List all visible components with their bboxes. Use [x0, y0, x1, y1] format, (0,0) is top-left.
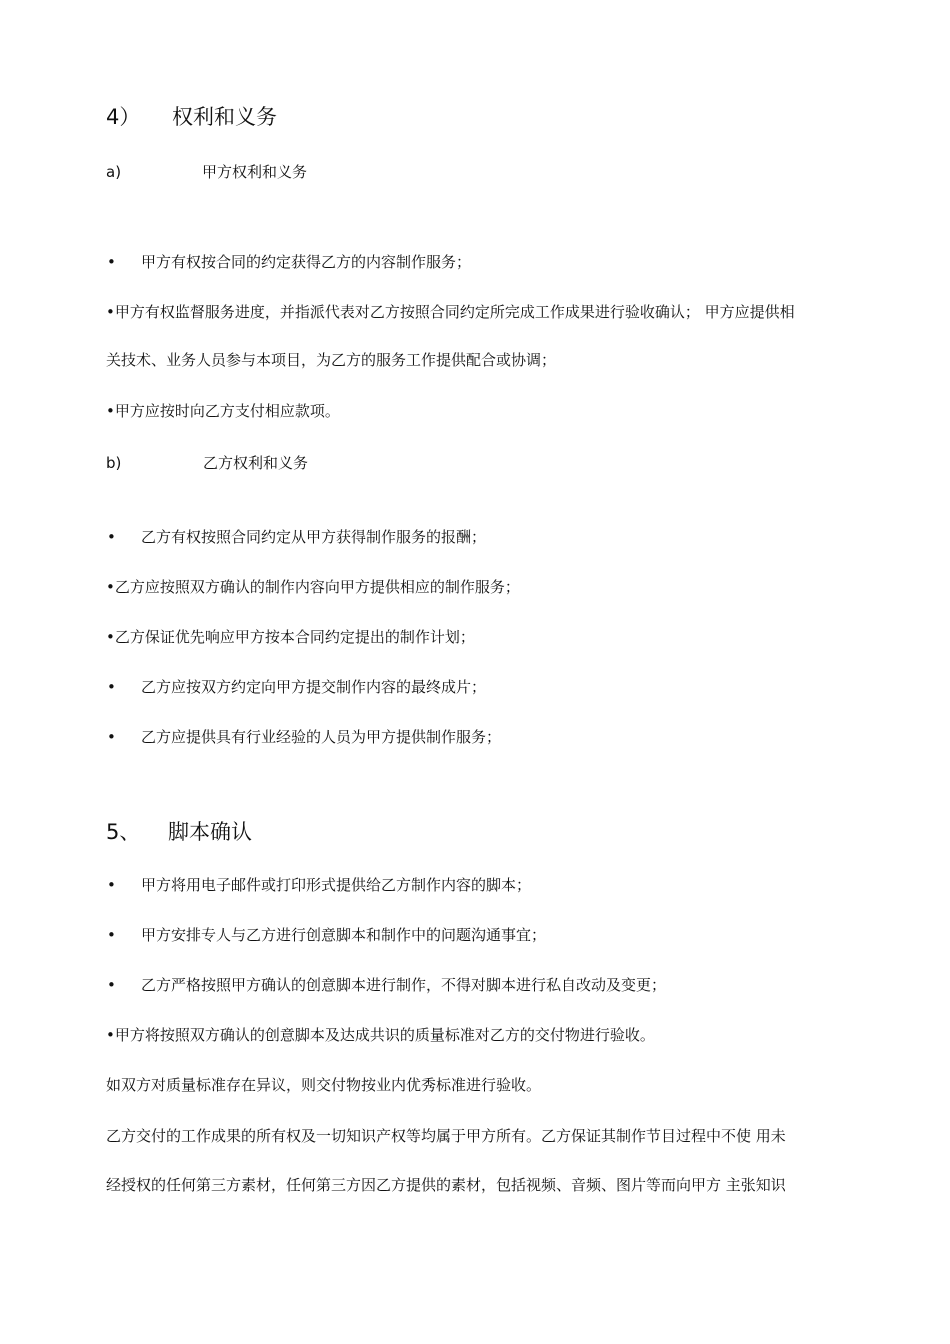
bullet-marker: •: [107, 876, 116, 894]
list-item: •乙方应按照双方确认的制作内容向甲方提供相应的制作服务；: [106, 578, 520, 596]
paragraph-continuation: 经授权的任何第三方素材，任何第三方因乙方提供的素材，包括视频、音频、图片等而向甲方 主张知识: [106, 1176, 786, 1194]
list-item: 甲方将用电子邮件或打印形式提供给乙方制作内容的脚本；: [141, 876, 532, 894]
paragraph: 乙方交付的工作成果的所有权及一切知识产权等均属于甲方所有。乙方保证其制作节目过程中不使 用未: [106, 1127, 786, 1145]
list-item: •甲方将按照双方确认的创意脚本及达成共识的质量标准对乙方的交付物进行验收。: [106, 1026, 655, 1044]
bullet-marker: •: [107, 926, 116, 944]
list-item: 乙方严格按照甲方确认的创意脚本进行制作，不得对脚本进行私自改动及变更；: [141, 976, 667, 994]
subsection-b-marker: b): [106, 454, 122, 472]
bullet-marker: •: [107, 728, 116, 746]
list-item-continuation: 关技术、业务人员参与本项目，为乙方的服务工作提供配合或协调；: [106, 351, 557, 369]
section-4-number: 4）: [106, 105, 141, 129]
section-4-title: 权利和义务: [172, 105, 277, 129]
subsection-b-title: 乙方权利和义务: [203, 454, 309, 472]
list-item: •乙方保证优先响应甲方按本合同约定提出的制作计划；: [106, 628, 475, 646]
section-5-number: 5、: [106, 820, 141, 844]
bullet-marker: •: [107, 528, 116, 546]
bullet-marker: •: [107, 678, 116, 696]
subsection-a-marker: a): [106, 163, 122, 181]
list-item: 乙方有权按照合同约定从甲方获得制作服务的报酬；: [141, 528, 487, 546]
subsection-a-title: 甲方权利和义务: [202, 163, 308, 181]
list-item: 甲方有权按合同的约定获得乙方的内容制作服务；: [141, 253, 472, 271]
section-5-title: 脚本确认: [168, 820, 252, 844]
paragraph: 如双方对质量标准存在异议，则交付物按业内优秀标准进行验收。: [106, 1076, 542, 1094]
bullet-marker: •: [107, 976, 116, 994]
list-item: 乙方应按双方约定向甲方提交制作内容的最终成片；: [141, 678, 487, 696]
bullet-marker: •: [107, 253, 116, 271]
list-item: 甲方安排专人与乙方进行创意脚本和制作中的问题沟通事宜；: [141, 926, 547, 944]
list-item: •甲方有权监督服务进度，并指派代表对乙方按照合同约定所完成工作成果进行验收确认； 甲方应提供相: [106, 303, 795, 321]
list-item: •甲方应按时向乙方支付相应款项。: [106, 402, 340, 420]
list-item: 乙方应提供具有行业经验的人员为甲方提供制作服务；: [141, 728, 502, 746]
